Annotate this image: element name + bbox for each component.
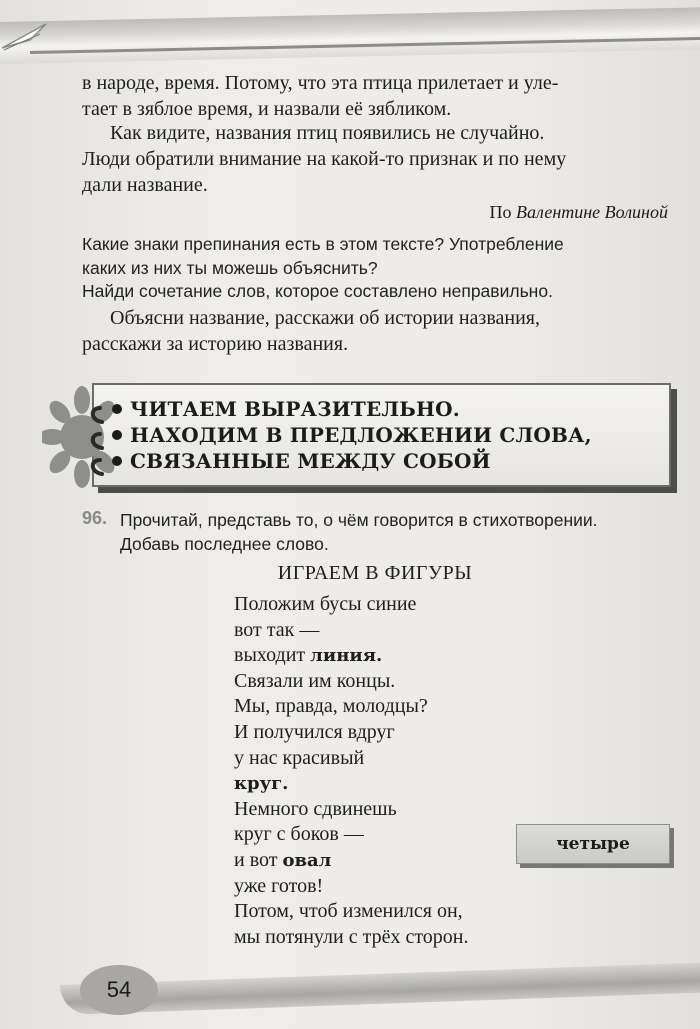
question-1 <box>82 232 672 280</box>
poem-line: мы потянули с трёх сторон. <box>234 925 469 948</box>
paragraph-2-line-2: Люди обратили внимание на какой-то признак и по нему <box>82 148 567 170</box>
paragraph-1 <box>82 70 672 122</box>
question-1-line-2: каких из них ты можешь объяснить? <box>82 258 378 278</box>
paragraph-1-line-1: в народе, время. Потому, что эта птица прилетает и уле- <box>82 72 559 94</box>
poem-line: Мы, правда, молодцы? <box>234 695 428 718</box>
poem-line: у нас красивый <box>234 746 365 769</box>
task-line-1: Прочитай, представь то, о чём говорится в стихотворении. <box>120 510 598 530</box>
poem-keyword: круг. <box>234 773 289 795</box>
poem-line: Немного сдвинешь <box>234 797 397 820</box>
task-number: 96. <box>82 508 108 528</box>
banner-bullet-2 <box>112 430 122 440</box>
poem-line: И получился вдруг <box>234 720 395 743</box>
page-number: 54 <box>80 965 158 1015</box>
poem-line <box>234 643 564 669</box>
poem-text: и вот <box>234 848 283 871</box>
question-2: Найди сочетание слов, которое составлено неправильно. <box>82 281 553 301</box>
poem-title: ИГРАЕМ В ФИГУРЫ <box>277 562 473 584</box>
poem-line: вот так — <box>234 618 320 641</box>
poem-keyword: овал <box>282 849 332 871</box>
poem-line: Положим бусы синие <box>234 593 417 615</box>
banner-line-1: ЧИТАЕМ ВЫРАЗИТЕЛЬНО. <box>130 397 460 421</box>
paragraph-1-line-2: тает в зяблое время, и назвали её зябликом. <box>82 98 452 120</box>
task-line-2: Добавь последнее слово. <box>120 534 329 554</box>
attribution-prefix: По <box>489 202 512 222</box>
poem-line: Потом, чтоб изменился он, <box>234 900 463 923</box>
banner-bullet-1 <box>112 404 122 414</box>
attribution-author: Валентине Волиной <box>516 202 668 222</box>
answer-word-box: четыре <box>516 824 670 864</box>
poem-line: круг с боков — <box>234 823 364 846</box>
paragraph-3 <box>82 305 672 357</box>
poem-line: уже готов! <box>234 874 324 897</box>
paragraph-2-line-3: дали название. <box>82 174 208 196</box>
paragraph-3-line-1: Объясни название, расскажи об истории названия, <box>110 307 540 329</box>
poem-line: Связали им концы. <box>234 669 396 692</box>
task-instruction <box>120 508 680 556</box>
poem-keyword: линия. <box>310 645 383 667</box>
paragraph-2-line-1: Как видите, названия птиц появились не случайно. <box>110 122 545 144</box>
poem-line <box>234 848 564 874</box>
question-1-line-1: Какие знаки препинания есть в этом тексте? Употребление <box>82 234 564 254</box>
banner-line-3: СВЯЗАННЫЕ МЕЖДУ СОБОЙ <box>130 449 491 473</box>
banner-bullet-3 <box>112 456 122 466</box>
attribution <box>490 202 668 223</box>
poem-text: выходит <box>234 644 311 667</box>
banner-line-2: НАХОДИМ В ПРЕДЛОЖЕНИИ СЛОВА, <box>130 423 592 447</box>
poem-line <box>234 771 564 797</box>
corner-leaf-icon <box>0 18 60 78</box>
poem <box>234 592 564 950</box>
paragraph-2 <box>82 120 672 198</box>
paragraph-3-line-2: расскажи за историю названия. <box>82 333 349 355</box>
